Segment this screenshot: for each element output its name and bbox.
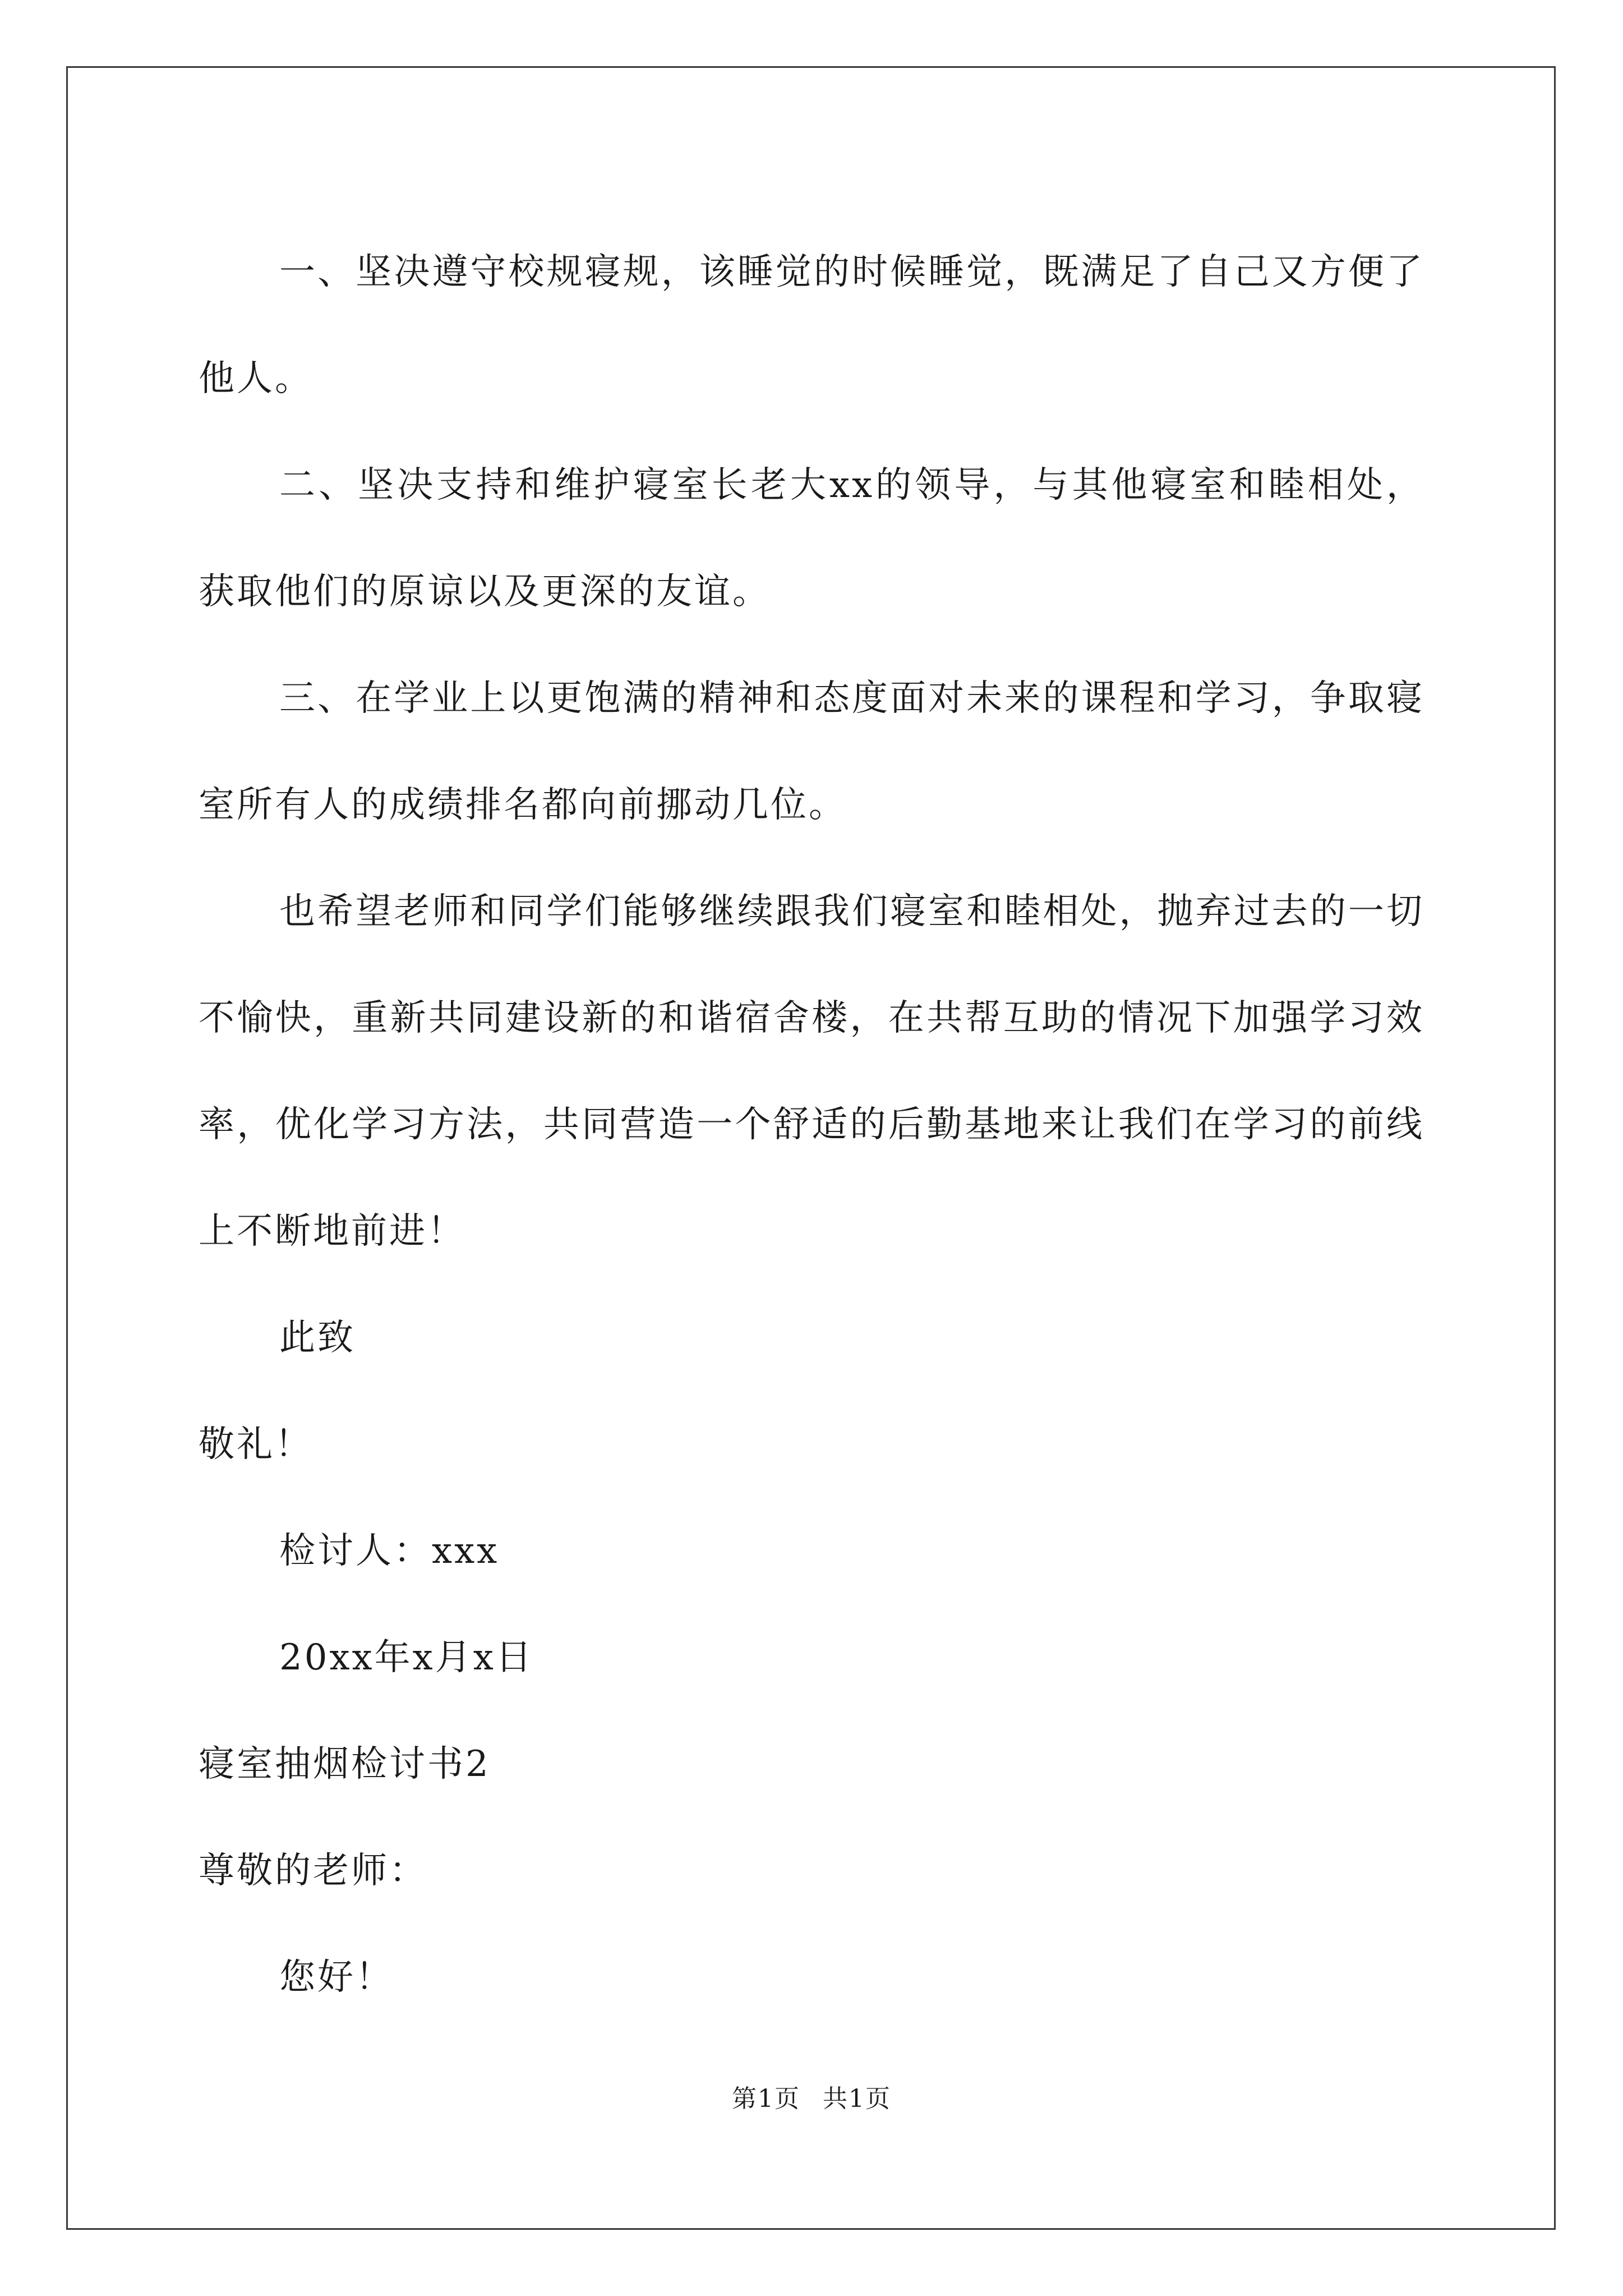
signature-date: 20xx年x月x日 bbox=[279, 1637, 534, 1678]
closing-cizhi: 此致 bbox=[279, 1317, 356, 1359]
closing-jingli: 敬礼！ bbox=[199, 1424, 313, 1465]
paragraph-rule-3: 三、在学业上以更饱满的精神和态度面对未来的课程和学习，争取寝室所有人的成绩排名都向前挪动几位。 bbox=[199, 678, 1424, 826]
document-body bbox=[199, 219, 1424, 2031]
paragraph-rule-1: 一、坚决遵守校规寝规，该睡觉的时候睡觉，既满足了自己又方便了他人。 bbox=[199, 251, 1424, 399]
paragraph-rule-2: 二、坚决支持和维护寝室长老大xx的领导，与其他寝室和睦相处，获取他们的原谅以及更深的友谊。 bbox=[199, 464, 1424, 613]
page-current: 第1页 bbox=[732, 2085, 800, 2113]
salutation: 尊敬的老师： bbox=[199, 1850, 427, 1892]
paragraph-hope: 也希望老师和同学们能够继续跟我们寝室和睦相处，抛弃过去的一切不愉快，重新共同建设新的和谐宿舍楼，在共帮互助的情况下加强学习效率，优化学习方法，共同营造一个舒适的后勤基地来让我们在学习的前线上不断地前进！ bbox=[199, 891, 1424, 1252]
signature-author: 检讨人：xxx bbox=[279, 1530, 500, 1572]
page-total: 共1页 bbox=[823, 2085, 891, 2113]
page-footer bbox=[0, 2082, 1623, 2116]
greeting: 您好！ bbox=[279, 1957, 394, 1998]
section-title: 寝室抽烟检讨书2 bbox=[199, 1743, 491, 1785]
